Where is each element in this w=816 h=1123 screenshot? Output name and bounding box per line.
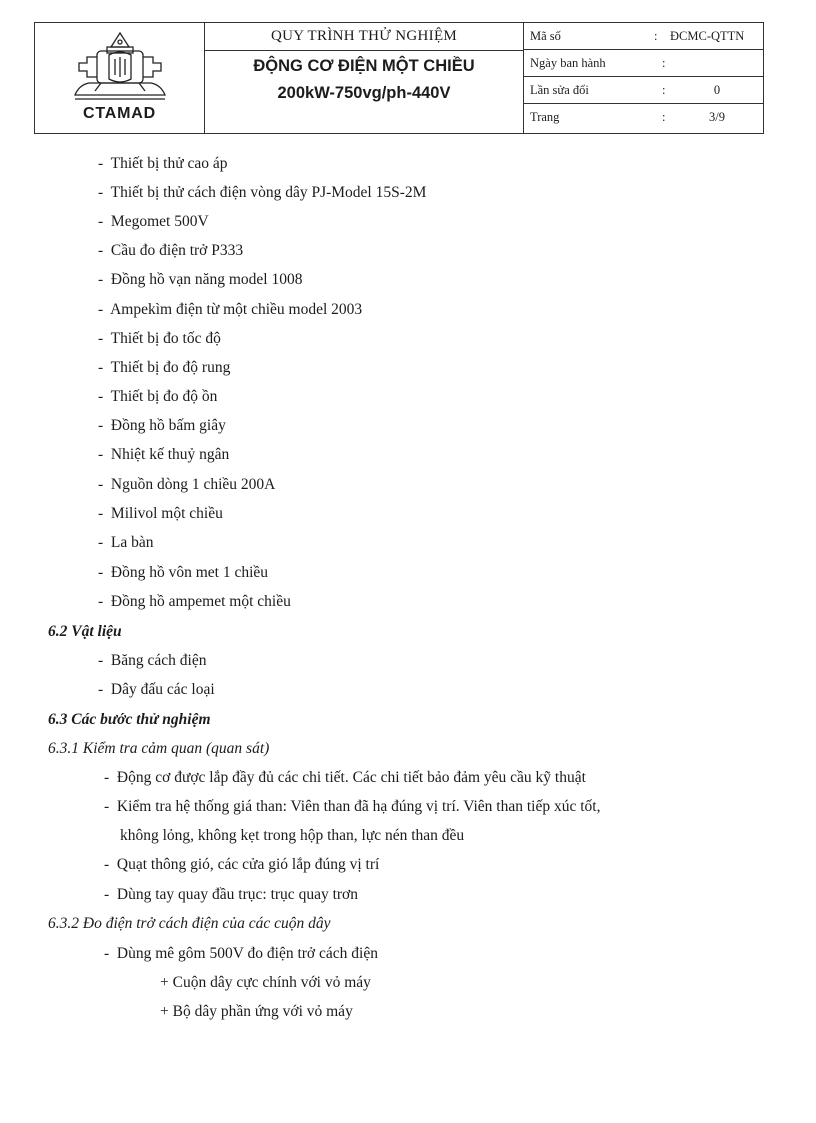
bullet-dash: - [98,476,104,493]
list-item-text: Megomet 500V [110,213,209,230]
list-item-text: La bàn [110,534,154,551]
list-item [104,855,379,875]
meta-colon: : [662,110,666,124]
list-item-text: Băng cách điện [110,652,207,669]
meta-colon: : [662,83,666,97]
bullet-dash: - [98,184,104,201]
list-item-text: Nguồn dòng 1 chiều 200A [110,476,276,493]
list-item [98,445,229,465]
list-item-text: Đồng hồ bấm giây [110,417,226,434]
bullet-dash: - [98,301,104,318]
list-item-text: Đồng hồ ampemet một chiều [110,593,291,610]
bullet-dash: - [98,593,104,610]
list-item [98,592,291,612]
list-item-text: Đồng hồ vạn năng model 1008 [110,271,303,288]
list-item-text: Nhiệt kế thuỷ ngân [110,446,230,463]
list-item-text: Dây đấu các loại [110,681,215,698]
bullet-dash: - [98,155,104,172]
bullet-dash: - [98,446,104,463]
list-item [104,944,378,964]
bullet-dash: - [98,388,104,405]
list-item-text: Quạt thông gió, các cửa gió lắp đúng vị trí [116,856,380,873]
list-item-text: Dùng mê gôm 500V đo điện trở cách điện [116,945,378,962]
bullet-dash: - [98,681,104,698]
bullet-dash: - [104,856,110,873]
list-item [98,416,226,436]
bullet-dash: - [98,359,104,376]
list-item [104,885,358,905]
list-item-text: Bộ dây phần ứng với vỏ máy [172,1003,353,1020]
meta-value: ĐCMC-QTTN [670,29,745,43]
meta-colon: : [654,29,658,43]
list-item-text: Cuộn dây cực chính với vỏ máy [172,974,371,991]
list-item [104,797,600,817]
bullet-dash: - [98,417,104,434]
section-heading-6-2: 6.2 Vật liệu [48,623,122,640]
list-item [98,358,230,378]
subsection-heading-6-3-1: 6.3.1 Kiểm tra cảm quan (quan sát) [48,740,270,757]
meta-value: 0 [713,83,721,97]
list-item [104,768,586,788]
subsection-heading-6-3-2: 6.3.2 Đo điện trở cách điện của các cuộn dây [48,915,331,932]
list-item [98,241,243,261]
title-cell [205,23,524,133]
list-item [98,475,275,495]
bullet-dash: - [98,242,104,259]
meta-label: Trang [530,110,560,124]
list-item-text: Thiết bị thử cao áp [110,155,228,172]
list-item-text: Thiết bị đo độ ồn [110,388,218,405]
list-item [98,270,303,290]
list-item [98,680,215,700]
bullet-dash: - [98,652,104,669]
logo-cell [35,23,205,133]
meta-value: 3/9 [709,110,725,124]
meta-row-issue-date [524,50,763,77]
bullet-dash: - [98,271,104,288]
list-item [98,504,223,524]
bullet-dash: - [98,564,104,581]
bullet-dash: - [98,213,104,230]
meta-row-code [524,23,763,50]
list-item-text: Kiểm tra hệ thống giá than: Viên than đã hạ đúng vị trí. Viên than tiếp xúc tốt, [116,798,601,815]
list-item [98,154,228,174]
list-item-text: Dùng tay quay đầu trục: trục quay trơn [116,886,358,903]
bullet-plus: + [160,1003,169,1020]
sub-list-item [160,1002,353,1022]
list-item-continuation: không lỏng, không kẹt trong hộp than, lực nén than đều [120,827,465,844]
document-title [205,53,523,107]
list-item-text: Milivol một chiều [110,505,223,522]
section-heading-6-3: 6.3 Các bước thử nghiệm [48,711,211,728]
bullet-dash: - [98,505,104,522]
bullet-dash: - [104,798,110,815]
list-item [98,563,268,583]
ctamad-logo [67,29,173,103]
title-line-2: 200kW-750vg/ph-440V [277,84,451,102]
meta-cell [524,23,763,133]
list-item [98,183,426,203]
bullet-dash: - [98,534,104,551]
list-item-text: Động cơ được lắp đầy đủ các chi tiết. Các chi tiết bảo đảm yêu cầu kỹ thuật [116,769,586,786]
title-line-1: ĐỘNG CƠ ĐIỆN MỘT CHIỀU [253,57,475,75]
sub-list-item [160,973,371,993]
list-item [98,329,221,349]
meta-label: Mã số [530,29,561,43]
list-item [98,300,362,320]
list-item [98,651,206,671]
list-item [98,212,209,232]
list-item-text: Đồng hồ vôn met 1 chiều [110,564,269,581]
logo-text: CTAMAD [83,105,156,122]
meta-label: Ngày ban hành [530,56,606,70]
bullet-dash: - [104,769,110,786]
bullet-dash: - [104,945,110,962]
list-item-text: Thiết bị thử cách điện vòng dây PJ-Model 15S-2M [110,184,427,201]
meta-row-page [524,104,763,131]
bullet-plus: + [160,974,169,991]
list-item-text: Thiết bị đo tốc độ [110,330,221,347]
list-item-text: Cầu đo điện trở P333 [110,242,244,259]
list-item-text: Ampekìm điện từ một chiều model 2003 [110,301,363,318]
list-item [98,387,217,407]
list-item-text: Thiết bị đo độ rung [110,359,231,376]
document-header [34,22,764,134]
bullet-dash: - [98,330,104,347]
bullet-dash: - [104,886,110,903]
document-type: QUY TRÌNH THỬ NGHIỆM [205,23,523,51]
meta-row-revision [524,77,763,104]
meta-colon: : [662,56,666,70]
meta-label: Lần sửa đổi [530,83,589,97]
list-item [98,533,154,553]
